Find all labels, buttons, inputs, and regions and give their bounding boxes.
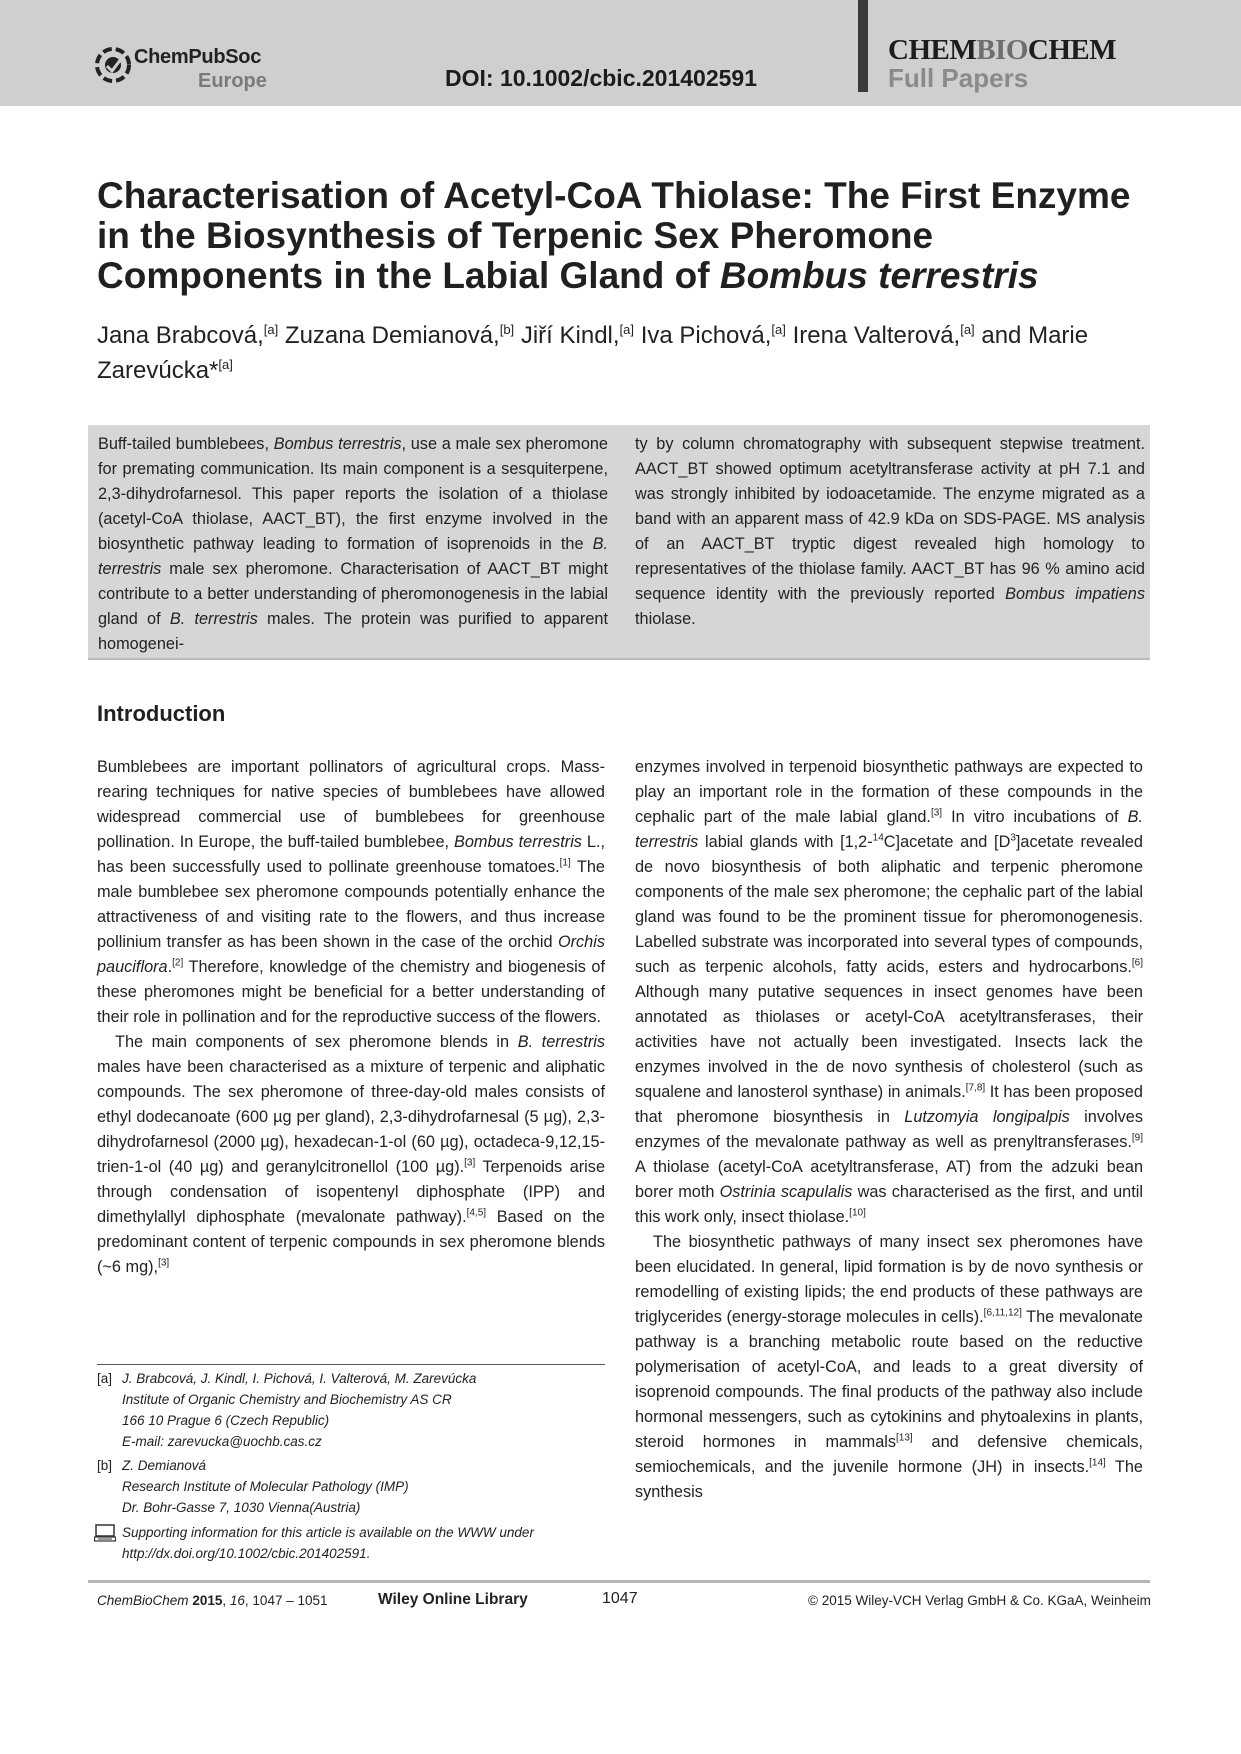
affiliation-tag: [b] [97, 1458, 113, 1473]
author-affiliation-mark: [b] [499, 322, 515, 337]
journal-name-part-1: CHEM [888, 34, 977, 66]
logo-title: ChemPubSoc [134, 46, 262, 68]
author-name[interactable]: Jana Brabcová, [97, 322, 264, 349]
article-title [97, 176, 1157, 296]
citation-ref[interactable]: [4,5] [466, 1207, 487, 1219]
citation-ref[interactable]: [14] [1089, 1457, 1106, 1469]
footer-divider [88, 1580, 1150, 1583]
body-left-column [97, 755, 605, 1280]
journal-header [0, 0, 1241, 106]
citation-ref[interactable]: [1] [559, 857, 571, 869]
title-main: Characterisation of Acetyl-CoA Thiolase: The First Enzyme in the Biosynthesis of Terpenic Sex Pheromone Components in the Labial Gland of [97, 175, 1131, 296]
header-divider-bar [858, 0, 868, 92]
species-name: Bombus terrestris [273, 435, 402, 453]
species-name: B. terrestris [635, 808, 1143, 851]
species-name: Bombus impatiens [1005, 585, 1145, 603]
contact-email[interactable]: E-mail: zarevucka@uochb.cas.cz [122, 1434, 322, 1449]
author-affiliation-mark: [a] [960, 322, 975, 337]
footer-volume: 16 [229, 1593, 245, 1608]
article-section: Full Papers [888, 63, 1029, 93]
footer-journal: ChemBioChem [97, 1593, 189, 1608]
author-affiliation-mark: [a] [771, 322, 786, 337]
paragraph: The main components of sex pheromone blends in B. terrestris males have been characterised as a mixture of terpenic and aliphatic compounds. The sex pheromone of three-day-old males consists of ethyl dodecanoate (600 µg per gland), 2,3-dihydrofarnesal (5 µg), 2,3-dihydrofarnesol (2000 µg), hexadecan-1-ol (60 µg), octadeca-9,12,15-trien-1-ol (40 µg) and geranylcitronellol (100 µg).[3] Terpenoids arise through condensation of isopentenyl diphosphate (IPP) and dimethylallyl diphosphate (mevalonate pathway).[4,5] Based on the predominant content of terpenic compounds in sex pheromone blends (~6 mg),[3] [97, 1033, 605, 1276]
author-name[interactable]: Irena Valterová, [792, 322, 961, 349]
affiliation-b [97, 1455, 605, 1518]
species-name: B. terrestris [517, 1033, 605, 1051]
author-name[interactable]: Marie Zarevúcka* [97, 322, 1089, 384]
supporting-information-note [97, 1522, 605, 1564]
affiliation-a [97, 1368, 605, 1452]
affiliation-tag: [a] [97, 1371, 113, 1386]
doi-link[interactable]: DOI: 10.1002/cbic.201402591 [445, 65, 758, 91]
paragraph: enzymes involved in terpenoid biosynthetic pathways are expected to play an important role in the formation of these compounds in the cephalic part of the male labial gland.[3] In vitro incubations of B. terrestris labial glands with [1,2-$^{14}$C]acetate and $[D^3]acetate$ revealed de novo biosynthesis of both aliphatic and terpenic pheromone components of the male sex pheromone; the cephalic part of the labial gland was found to be the prominent tissue for pheromonogenesis. Labelled substrate was incorporated into several types of compounds, such as terpenic alcohols, fatty acids, esters and hydrocarbons.[6] Although many putative sequences in insect genomes have been annotated as thiolases or acetyl-CoA acetyltransferases, their activities have not actually been investigated. Insects lack the enzymes involved in the de novo synthesis of cholesterol (such as squalene and lanosterol synthase) in animals.[7,8] It has been proposed that pheromone biosynthesis in Lutzomyia longipalpis involves enzymes of the mevalonate pathway as well as prenyltransferases.[9] A thiolase (acetyl-CoA acetyltransferase, AT) from the adzuki bean borer moth Ostrinia scapulalis was characterised as the first, and until this work only, insect thiolase.[10] [635, 758, 1143, 1226]
paragraph: The biosynthetic pathways of many insect sex pheromones have been elucidated. In general, lipid formation is by de novo synthesis or remodelling of existing lipids; the end products of these pathways are triglycerides (energy-storage molecules in cells).[6,11,12] The mevalonate pathway is a branching metabolic route based on the reductive polymerisation of acetyl-CoA, and leads to a great diversity of isoprenoid compounds. The final products of the pathway also include hormonal messengers, such as cytokinins and phytoalexins in plants, steroid hormones in mammals[13] and defensive chemicals, semiochemicals, and the juvenile hormone (JH) in insects.[14] The synthesis [635, 1233, 1143, 1501]
affiliation-line: Dr. Bohr-Gasse 7, 1030 Vienna(Austria) [122, 1500, 361, 1515]
species-name: Bombus terrestris [453, 833, 582, 851]
citation-ref[interactable]: [9] [1131, 1132, 1143, 1144]
citation-ref[interactable]: [3] [158, 1257, 170, 1269]
supporting-info-link[interactable]: http://dx.doi.org/10.1002/cbic.201402591. [122, 1546, 371, 1561]
copyright-notice: © 2015 Wiley-VCH Verlag GmbH & Co. KGaA, Weinheim [808, 1593, 1151, 1608]
citation-ref[interactable]: [13] [896, 1432, 913, 1444]
author-list: Jana Brabcová,[a] Zuzana Demianová,[b] Jiří Kindl,[a] Iva Pichová,[a] Irena Valterová,[a] and Marie Zarevúcka*[a] [97, 322, 1089, 384]
species-name: B. terrestris [98, 535, 608, 578]
citation-ref[interactable]: [7,8] [965, 1082, 986, 1094]
affiliation-line: J. Brabcová, J. Kindl, I. Pichová, I. Valterová, M. Zarevúcka [122, 1371, 477, 1386]
species-name: B. terrestris [169, 610, 258, 628]
footer-page-range: 1047 – 1051 [252, 1593, 328, 1608]
paragraph: Bumblebees are important pollinators of agricultural crops. Mass-rearing techniques for native species of bumblebees have allowed widespread commercial use of bumblebees for greenhouse pollination. In Europe, the buff-tailed bumblebee, Bombus terrestris L., has been successfully used to pollinate greenhouse tomatoes.[1] The male bumblebee sex pheromone compounds potentially enhance the attractiveness of and visiting rate to the flowers, and thus increase pollinium transfer as has been shown in the case of the orchid Orchis pauciflora.[2] Therefore, knowledge of the chemistry and biogenesis of these pheromones might be beneficial for a better understanding of their role in pollination and for the reproductive success of the flowers. [97, 758, 605, 1026]
citation-ref[interactable]: [3] [464, 1157, 476, 1169]
title-species: Bombus terrestris [719, 255, 1039, 296]
species-name: Orchis pauciflora [97, 933, 605, 976]
citation-ref[interactable]: [10] [849, 1207, 866, 1219]
body-right-column [635, 755, 1143, 1505]
page-number: 1047 [602, 1590, 638, 1607]
journal-name-part-2: BIO [976, 34, 1028, 66]
species-name: Lutzomyia longipalpis [904, 1108, 1070, 1126]
citation-ref[interactable]: [3] [930, 807, 943, 819]
abstract-right-column: ty by column chromatography with subsequent stepwise treatment. AACT_BT showed optimum acetyltransferase activity at pH 7.1 and was strongly inhibited by iodoacetamide. The enzyme migrated as a band with an apparent mass of 42.9 kDa on SDS-PAGE. MS analysis of an AACT_BT tryptic digest revealed high homology to representatives of the thiolase family. AACT_BT has 96 % amino acid sequence identity with the previously reported Bombus impatiens thiolase. [635, 435, 1145, 628]
affiliation-line: Research Institute of Molecular Pathology (IMP) [122, 1479, 409, 1494]
abstract-box [88, 425, 1150, 660]
footnote-divider [97, 1364, 605, 1365]
chempubsoc-emblem-icon [94, 46, 132, 84]
author-name[interactable]: Zuzana Demianová, [284, 322, 500, 349]
citation-ref[interactable]: [6] [1131, 957, 1143, 969]
supporting-info-text: Supporting information for this article is available on the WWW under [122, 1525, 534, 1540]
author-name[interactable]: Iva Pichová, [640, 322, 772, 349]
footer-year: 2015 [192, 1593, 223, 1608]
author-affiliation-mark: [a] [218, 357, 233, 372]
footer-citation: ChemBioChem 2015, 16, 1047 – 1051 [97, 1593, 328, 1608]
abstract-left-column: Buff-tailed bumblebees, Bombus terrestris, use a male sex pheromone for premating communication. Its main component is a sesquiterpene, 2,3-dihydrofarnesol. This paper reports the isolation of a thiolase (acetyl-CoA thiolase, AACT_BT), the first enzyme involved in the biosynthetic pathway leading to formation of isoprenoids in the B. terrestris male sex pheromone. Characterisation of AACT_BT might contribute to a better understanding of pheromonogenesis in the labial gland of B. terrestris males. The protein was purified to apparent homogenei- [98, 435, 608, 653]
affiliation-line: 166 10 Prague 6 (Czech Republic) [122, 1413, 330, 1428]
author-affiliation-mark: [a] [263, 322, 279, 337]
journal-name-part-3: CHEM [1027, 34, 1117, 66]
author-affiliation-mark: [a] [619, 322, 635, 337]
logo-subtitle: Europe [198, 70, 267, 92]
affiliation-footnotes [97, 1368, 605, 1564]
section-heading-introduction: Introduction [97, 701, 226, 726]
species-name: Ostrinia scapulalis [719, 1183, 853, 1201]
author-name[interactable]: Jiří Kindl, [520, 322, 620, 349]
computer-monitor-icon [94, 1524, 116, 1542]
affiliation-line: Institute of Organic Chemistry and Biochemistry AS CR [122, 1392, 452, 1407]
wiley-online-library-link[interactable]: Wiley Online Library [378, 1591, 528, 1608]
citation-ref[interactable]: [2] [172, 957, 184, 969]
affiliation-line: Z. Demianová [122, 1458, 207, 1473]
chempubsoc-logo[interactable] [94, 40, 294, 96]
citation-ref[interactable]: [6,11,12] [983, 1307, 1022, 1319]
